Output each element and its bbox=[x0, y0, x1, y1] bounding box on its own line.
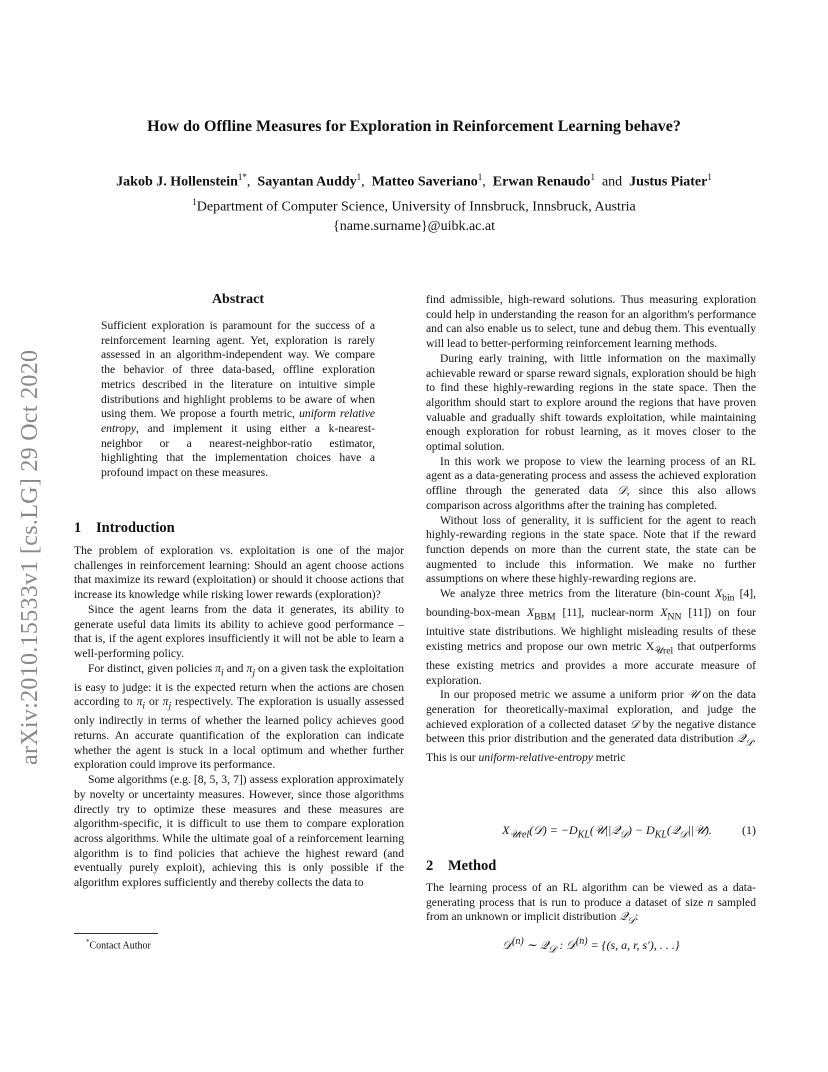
footnote bbox=[86, 938, 151, 951]
author-name: Jakob J. Hollenstein bbox=[116, 174, 238, 190]
section-heading-method bbox=[426, 858, 496, 875]
author-name: Erwan Renaudo bbox=[492, 174, 591, 190]
footnote-rule bbox=[74, 933, 158, 934]
method-paragraph: The learning process of an RL algorithm can be viewed as a data-generating process that is run to produce a dataset of size n sampled from an unknown or implicit distribution 𝒬$_𝒟$: bbox=[426, 881, 756, 927]
section-number: 1 bbox=[74, 520, 82, 536]
abstract-heading: Abstract bbox=[211, 292, 265, 307]
arxiv-stamp bbox=[14, 290, 50, 770]
footnote-text: Contact Author bbox=[89, 940, 151, 952]
equation-2: 𝒟$^{(n)}$ ∼ 𝒬$_𝒟$ : 𝒟$^{(n)}$ = {(s, a, r, s′), . . .} bbox=[502, 936, 680, 956]
intro-paragraph: During early training, with little information on the maximally achievable reward or sparse reward signals, exploration should be high to find these highly-rewarding regions in the state space. Then the algorithm should start to explore around the regions that have proven valuable and gradually shift towards exploitation, while maintaining enough exploration for robust learning, as it moves closer to the optimal solution. bbox=[426, 351, 756, 454]
intro-paragraph: Without loss of generality, it is sufficient for the agent to reach highly-rewarding regions in the state space. Note that if the reward function depends on more than the current state, the state can be augmented to include this information. We make no further assumptions on where these highly-rewarding regions are. bbox=[426, 513, 756, 586]
arxiv-stamp-text: arXiv:2010.15533v1 [cs.LG] 29 Oct 2020 bbox=[17, 349, 43, 765]
intro-paragraph: The problem of exploration vs. exploitation is one of the major challenges in reinforcement learning: Should an agent choose actions that maximize its reward (exploitation) or should it choose actions that increase its knowledge while risking lower rewards (exploration)? bbox=[74, 544, 404, 602]
intro-paragraph: In this work we propose to view the learning process of an RL agent as a data-generating process and assess the achieved exploration offline through the generated data 𝒟, since this also allows comparison across algorithms after the training has completed. bbox=[426, 454, 756, 512]
affiliation-sup: 1 bbox=[192, 197, 197, 207]
author-email: {name.surname}@uibk.ac.at bbox=[333, 219, 495, 234]
author-sup: 1 bbox=[477, 172, 483, 182]
author-name: Matteo Saveriano bbox=[371, 174, 478, 190]
author-name: Sayantan Auddy bbox=[257, 174, 357, 190]
paper-title: How do Offline Measures for Exploration in Reinforcement Learning behave? bbox=[147, 118, 681, 135]
author-sup: 1 bbox=[707, 172, 712, 182]
author-sup: 1* bbox=[237, 172, 247, 182]
footnote-mark: * bbox=[86, 938, 90, 946]
intro-paragraph: In our proposed metric we assume a uniform prior 𝒰 on the data generation for theoretically-maximal exploration, and judge the achieved exploration of a collected dataset 𝒟 by the negative distance between this prior distribution and the generated data distribution 𝒬$_𝒟$. This is our uniform-relative-entropy metric bbox=[426, 688, 757, 765]
equation-expression: $X_{𝒰rel}(𝒟)$ = $-D_{KL}(𝒰||𝒬_𝒟)$ − $D_{KL}(𝒬_𝒟||𝒰)$. bbox=[502, 823, 712, 841]
right-column bbox=[426, 293, 756, 766]
section-number: 2 bbox=[426, 858, 434, 874]
author-list: Jakob J. Hollenstein$^{1*}$, Sayantan Auddy$^1$, Matteo Saveriano$^1$, Erwan Renaudo$^1$ and Justus Piater$^1$ bbox=[116, 172, 712, 190]
abstract-text: Sufficient exploration is paramount for the success of a reinforcement learning agent. Yet, exploration is rarely assessed in an algorithm-independent way. We compare the behavior of three data-based, offline exploration metrics described in the literature on intuitive simple distributions and highlight problems to be aware of when using them. We propose a fourth metric, uniform relative entropy, and implement it using either a k-nearest-neighbor or a nearest-neighbor-ratio estimator, highlighting that the implementation choices have a profound impact on these measures. bbox=[101, 319, 375, 480]
section-heading-introduction bbox=[74, 520, 175, 537]
author-sup: 1 bbox=[590, 172, 595, 182]
equation-number: (1) bbox=[742, 823, 756, 837]
intro-paragraph: find admissible, high-reward solutions. Thus measuring exploration could help in understanding the reason for an algorithm's performance and can also enable us to select, tune and debug them. This eventually will lead to better-performing reinforcement learning methods. bbox=[426, 293, 756, 351]
section-title: Introduction bbox=[96, 520, 175, 536]
method-text bbox=[426, 881, 756, 929]
author-name: Justus Piater bbox=[629, 174, 708, 190]
section-title: Method bbox=[448, 858, 497, 874]
intro-paragraph: For distinct, given policies $\pi_i$ and $\pi_j$ on a given task the exploitation is easy to judge: it is the expected return when the actions are chosen according to $\pi_i$ or $\pi_j$ respectively. The exploration is usually assessed only indirectly in terms of whether the learned policy achieves good returns. An accurate quantification of the exploration can indicate whether the agent is stuck in a local optimum and whether further exploration could improve its performance. bbox=[74, 661, 404, 772]
affiliation bbox=[0, 197, 828, 216]
affiliation-text: Department of Computer Science, University of Innsbruck, Innsbruck, Austria bbox=[196, 199, 636, 215]
intro-paragraph: Some algorithms (e.g. [8, 5, 3, 7]) assess exploration approximately by novelty or uncertainty measures. However, since those algorithms directly try to optimize these measures and these measures are algorithm-specific, it is difficult to use them to compare exploration across algorithms. While the ultimate goal of a reinforcement learning algorithm is to find policies that achieve the highest reward (and eventually purely exploit), achieving this is only possible if the algorithm explores sufficiently and thereby collects the data to bbox=[74, 773, 404, 890]
intro-paragraph: Since the agent learns from the data it generates, its ability to generate useful data limits its ability to achieve good performance – that is, if the agent explores insufficiently it will not be able to learn a well-performing policy. bbox=[74, 602, 404, 660]
intro-paragraph: We analyze three metrics from the literature (bin-count $X_{bin}$ [4], bounding-box-mean $X_{BBM}$ [11], nuclear-norm $X_{NN}$ [11]) on four intuitive state distributions. We highlight misleading results of these existing metrics and propose our own metric $X_{𝒰rel}$ that outperforms these existing metrics and provides a more accurate measure of exploration. bbox=[426, 587, 756, 687]
author-sup: 1 bbox=[356, 172, 362, 182]
left-column bbox=[74, 544, 404, 891]
